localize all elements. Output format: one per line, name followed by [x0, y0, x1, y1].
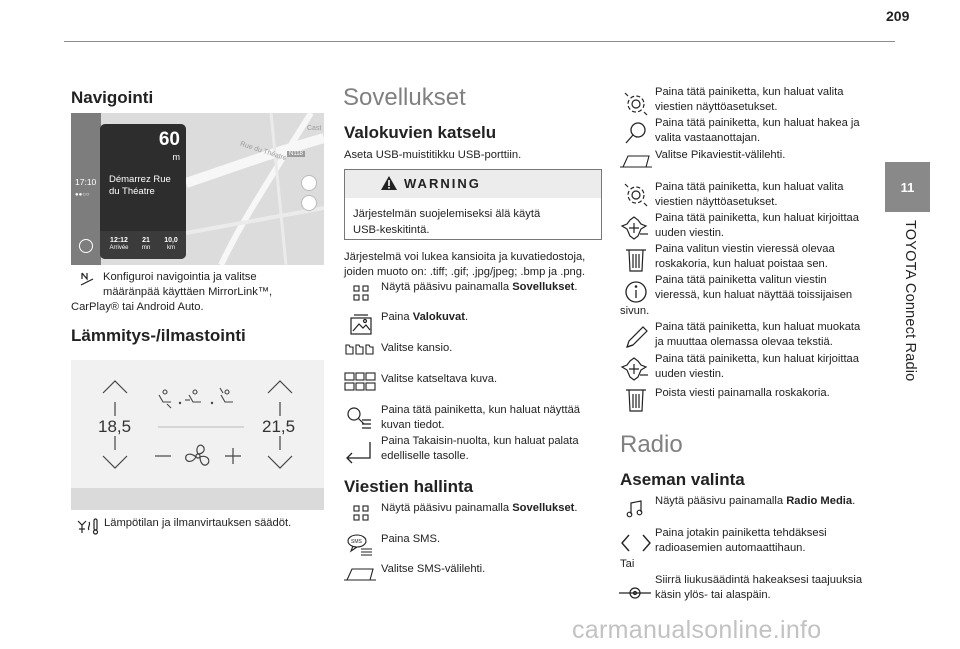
- i1-line2: viestien näyttöasetukset.: [655, 101, 778, 113]
- music-note-icon: [626, 500, 644, 518]
- chapter-title: TOYOTA Connect Radio: [902, 220, 918, 382]
- left-temperature: 18,5: [98, 417, 132, 436]
- quick-message-tab-icon: [619, 154, 653, 168]
- info-icon: [624, 280, 648, 304]
- i9-line1: Paina tätä painiketta, kun haluat kirjoittaa: [655, 353, 859, 365]
- nav-text-line1: Konfiguroi navigointia ja valitse: [103, 271, 257, 283]
- settings-icon: [623, 182, 649, 208]
- station-heading: Aseman valinta: [620, 470, 745, 489]
- seek-arrows-icon: [620, 533, 652, 553]
- nav-mins-label: mn: [141, 245, 151, 251]
- nav-text-line3: CarPlay® tai Android Auto.: [71, 301, 204, 313]
- page-number: 209: [886, 8, 910, 24]
- map-place-label: Cast: [307, 125, 322, 132]
- warning-icon: [380, 175, 398, 196]
- nav-clock: 17:10: [75, 177, 97, 187]
- msg2-text: Paina SMS.: [381, 533, 441, 545]
- usb-text: Aseta USB-muistitikku USB-porttiin.: [344, 149, 522, 161]
- new-message-icon: [620, 357, 650, 381]
- folders-icon: [345, 342, 375, 356]
- i4-line2: viestien näyttöasetukset.: [655, 196, 778, 208]
- i8-line1: Paina tätä painiketta, kun haluat muokata: [655, 321, 861, 333]
- apps-grid-icon: [353, 285, 369, 301]
- step6-line2: edelliselle tasolle.: [381, 450, 469, 462]
- nav-arrival-label: Arrivée: [109, 245, 129, 251]
- edit-pencil-icon: [624, 326, 650, 350]
- i6-line1: Paina valitun viestin vieressä olevaa: [655, 243, 835, 255]
- messages-heading: Viestien hallinta: [344, 477, 474, 496]
- r1-text: Näytä pääsivu painamalla Radio Media.: [655, 495, 856, 507]
- i3-text: Valitse Pikaviestit-välilehti.: [655, 149, 786, 161]
- msg3-text: Valitse SMS-välilehti.: [381, 563, 486, 575]
- msg1-text: Näytä pääsivu painamalla Sovellukset.: [381, 502, 578, 514]
- step1-text: Näytä pääsivu painamalla Sovellukset.: [381, 281, 578, 293]
- formats-line2: joiden muoto on: .tiff; .gif; .jpg/jpeg; .bmp ja .png.: [344, 266, 586, 278]
- navigation-screen-image: [71, 113, 324, 265]
- r2-line1: Paina jotakin painiketta tehdäksesi: [655, 527, 827, 539]
- nav-trip-info: [100, 231, 186, 259]
- sms-tab-icon: [343, 567, 377, 581]
- climate-screen-image: [71, 360, 324, 510]
- nav-street-line1: Démarrez Rue: [109, 174, 171, 185]
- right-temperature: 21,5: [262, 417, 296, 436]
- warning-text: [353, 207, 540, 238]
- nav-heading: Navigointi: [71, 88, 154, 107]
- apps-title: Sovellukset: [343, 84, 466, 111]
- trash-icon: [625, 386, 647, 412]
- nav-page-dots: ●●○○: [75, 192, 90, 198]
- r3-line1: Siirrä liukusäädintä hakeaksesi taajuuksia: [655, 574, 863, 586]
- i1-line1: Paina tätä painiketta, kun haluat valita: [655, 86, 844, 98]
- svg-text:SMS: SMS: [351, 539, 362, 545]
- step2-text: Paina Valokuvat.: [381, 311, 469, 323]
- i5-line1: Paina tätä painiketta, kun haluat kirjoittaa: [655, 212, 859, 224]
- nav-mins-value: 21: [142, 237, 150, 244]
- settings-icon: [623, 91, 649, 117]
- nav-arrival-value: 12:12: [110, 237, 128, 244]
- i6-line2: roskakoria, kun haluat poistaa sen.: [655, 258, 828, 270]
- trash-icon: [625, 246, 647, 272]
- home-icon: [79, 239, 93, 253]
- map-road-label: Rue du Théatre: [239, 140, 288, 163]
- nav-street: [109, 174, 171, 198]
- r3-line2: käsin ylös- tai alaspäin.: [655, 589, 771, 601]
- search-icon: [624, 121, 648, 145]
- warning-text-line1: Järjestelmän suojelemiseksi älä käytä: [353, 208, 541, 220]
- nav-km-value: 10,0: [164, 237, 178, 244]
- climate-icon: [76, 517, 100, 535]
- step3-text: Valitse kansio.: [381, 342, 453, 354]
- back-arrow-icon: [344, 440, 374, 464]
- i7-line2: vieressä, kun haluat näyttää toissijaisen: [655, 289, 853, 301]
- i2-line2: valita vastaanottajan.: [655, 132, 761, 144]
- climate-heading: Lämmitys-/ilmastointi: [71, 326, 246, 345]
- nav-side-bar: [71, 113, 101, 265]
- i8-line2: ja muuttaa olemassa olevaa tekstiä.: [655, 336, 833, 348]
- nav-km-label: km: [167, 245, 175, 251]
- map-menu-button: [301, 195, 317, 211]
- nav-distance-unit: m: [172, 152, 180, 162]
- or-label: Tai: [620, 558, 635, 570]
- formats-line1: Järjestelmä voi lukea kansioita ja kuvatiedostoja,: [344, 251, 586, 263]
- warning-box: [344, 169, 602, 240]
- nav-guidance-card: [100, 124, 186, 259]
- new-message-icon: [620, 216, 650, 240]
- nav-street-line2: du Théatre: [109, 186, 155, 197]
- i9-line2: uuden viestin.: [655, 368, 725, 380]
- climate-bottom-bar: [71, 488, 324, 510]
- i5-line2: uuden viestin.: [655, 227, 725, 239]
- i4-line1: Paina tätä painiketta, kun haluat valita: [655, 181, 844, 193]
- apps-grid-icon: [353, 505, 369, 521]
- image-info-icon: [346, 406, 372, 430]
- photos-heading: Valokuvien katselu: [344, 123, 497, 142]
- frequency-slider-icon: [618, 584, 652, 602]
- radio-title: Radio: [620, 431, 683, 458]
- i10-text: Poista viesti painamalla roskakoria.: [655, 387, 830, 399]
- step6-line1: Paina Takaisin-nuolta, kun haluat palata: [381, 435, 579, 447]
- nav-text-line2: määränpää käyttäen MirrorLink™,: [103, 286, 273, 298]
- warning-header: [345, 170, 601, 198]
- step5-line2: kuvan tiedot.: [381, 419, 445, 431]
- navigation-icon: [79, 271, 95, 287]
- header-rule: [64, 41, 895, 42]
- i7-line3: sivun.: [620, 305, 650, 317]
- climate-text: Lämpötilan ja ilmanvirtauksen säädöt.: [104, 517, 292, 529]
- warning-text-line2: USB-keskitintä.: [353, 223, 430, 236]
- watermark: carmanualsonline.info: [572, 616, 822, 644]
- nav-distance: 60: [158, 129, 180, 150]
- step4-text: Valitse katseltava kuva.: [381, 373, 498, 385]
- map-road-badge: N118: [289, 151, 303, 157]
- i2-line1: Paina tätä painiketta, kun haluat hakea ja: [655, 117, 860, 129]
- map-zoom-button: [301, 175, 317, 191]
- photos-icon: [350, 313, 372, 335]
- warning-label: WARNING: [404, 176, 481, 191]
- r2-line2: radioasemien automaattihaun.: [655, 542, 806, 554]
- images-grid-icon: [344, 372, 376, 392]
- i7-line1: Paina tätä painiketta valitun viestin: [655, 274, 827, 286]
- step5-line1: Paina tätä painiketta, kun haluat näyttää: [381, 404, 581, 416]
- chapter-tab: 11: [885, 162, 930, 212]
- sms-icon: [347, 533, 373, 557]
